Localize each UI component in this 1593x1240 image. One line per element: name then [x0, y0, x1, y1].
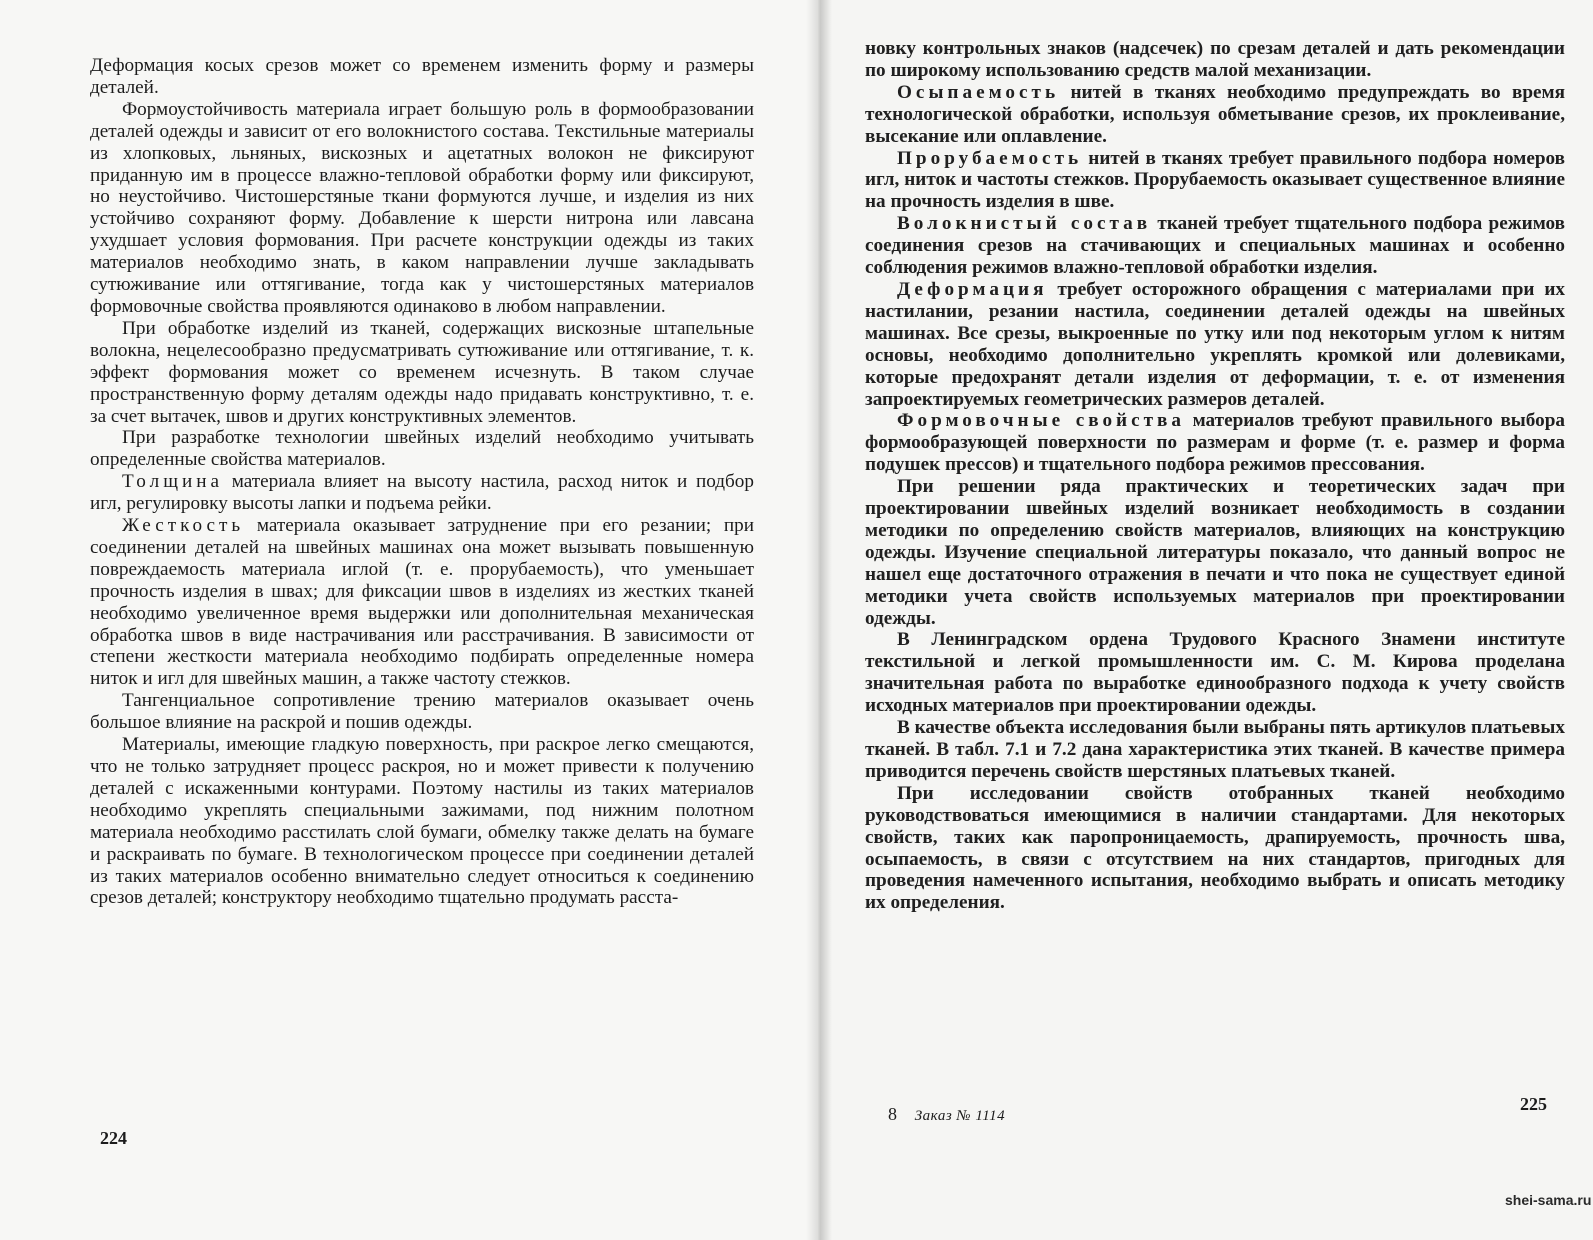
paragraph [865, 717, 1565, 783]
spaced-term: Жесткость [122, 515, 245, 537]
paragraph-text: нитей в тканях требует правильного подбора номеров игл, ниток и частоты стежков. Прорубаемость оказывает существенное влияние на прочность изделия в шве. [865, 147, 1565, 213]
paragraph [865, 38, 1565, 82]
paragraph-text: Формоустойчивость материала играет большую роль в формообразовании деталей одежды и зависит от его волокнистого состава. Текстильные материалы из хлопковых, льняных, вискозных и ацетатных волокон не фиксируют приданную им в процессе влажно-тепловой обработки форму или фиксируют, но неустойчиво. Чистошерстяные ткани формуются лучше, и изделия из них устойчиво сохраняют форму. Добавление к шерсти нитрона или лавсана ухудшает условия формования. При расчете конструкции одежды из таких материалов необходимо знать, в каком направлении лучше закладывать сутюживание или оттягивание, тогда как у чистошерстяных материалов формовочные свойства проявляются одинаково в любом направлении. [90, 98, 754, 317]
paragraph [865, 213, 1565, 279]
paragraph-text: материалов требуют правильного выбора формообразующей поверхности по размерам и форме (т. е. размер и форма подушек прессов) и тщательного подбора режимов прессования. [865, 410, 1565, 476]
paragraph [90, 318, 754, 428]
spaced-term: Деформация [897, 278, 1048, 300]
paragraph [90, 471, 754, 515]
paragraph-text: При обработке изделий из тканей, содержащих вискозные штапельные волокна, нецелесообразно предусматривать сутюживание или оттягивание, т. к. эффект формования может со временем исчезнуть. В таком случае пространственную форму деталям одежды надо придавать конструктивно, т. е. за счет вытачек, швов и других конструктивных элементов. [90, 317, 754, 427]
paragraph [865, 476, 1565, 629]
paragraph-text: В качестве объекта исследования были выбраны пять артикулов платьевых тканей. В табл. 7.1 и 7.2 дана характеристика этих тканей. В качестве примера приводится перечень свойств шерстяных платьевых тканей. [865, 717, 1565, 782]
paragraph [865, 783, 1565, 914]
paragraph-text: При исследовании свойств отобранных тканей необходимо руководствоваться имеющимися в наличии стандартами. Для некоторых свойств, таких как паропроницаемость, драпируемость, прочность шва, осыпаемость, в связи с отсутствием на них стандартов, пригодных для проведения намеченного испытания, необходимо выбрать и описать методику их определения. [865, 782, 1565, 914]
paragraph-text: материала оказывает затруднение при его резании; при соединении деталей на швейных машинах она может вызывать повышенную повреждаемость материала иглой (т. е. прорубаемость), что уменьшает прочность изделия в швах; для фиксации швов в изделиях из жестких тканей необходимо увеличенное время выдержки или дополнительная механическая обработка швов в виде настрачивания или расстрачивания. В зависимости от степени жесткости материала необходимо подбирать определенные номера ниток и игл для швейных машин, а также частоту стежков. [90, 515, 754, 690]
book-gutter [806, 0, 832, 1240]
paragraph-text: новку контрольных знаков (надсечек) по срезам деталей и дать рекомендации по широкому использованию средств малой механизации. [865, 38, 1565, 81]
paragraph-text: материала влияет на высоту настила, расход ниток и подбор игл, регулировку высоты лапки и подъема рейки. [90, 471, 754, 515]
paragraph [865, 148, 1565, 214]
site-watermark: shei-sama.ru [1505, 1192, 1592, 1208]
paragraph-text: В Ленинградском ордена Трудового Красного Знамени институте текстильной и легкой промышленности им. С. М. Кирова проделана значительная работа по выработке единообразного подхода к учету свойств исходных материалов при проектировании одежды. [865, 629, 1565, 717]
order-note: Заказ № 1114 [914, 1108, 1006, 1124]
right-page-number: 225 [1520, 1094, 1547, 1114]
paragraph-text: тканей требует тщательного подбора режимов соединения срезов на стачивающих и специальных машинах и особенно соблюдения режимов влажно-тепловой обработки изделия. [865, 213, 1565, 279]
spaced-term: Толщина [122, 471, 224, 493]
paragraph [865, 629, 1565, 717]
right-page-text [865, 38, 1565, 914]
paragraph-text: Тангенциальное сопротивление трению материалов оказывает очень большое влияние на раскрой и пошив одежды. [90, 690, 754, 734]
paragraph-text: требует осторожного обращения с материалами при их настилании, резании настила, соединении деталей одежды на швейных машинах. Все срезы, выкроенные по утку или под некоторым углом к нитям основы, необходимо дополнительно укреплять кромкой или долевиками, которые предохранят детали изделия от деформации, т. е. от изменения запроектируемых геометрических размеров деталей. [865, 278, 1565, 410]
paragraph-text: При разработке технологии швейных изделий необходимо учитывать определенные свойства материалов. [90, 427, 754, 471]
paragraph-text: Деформация косых срезов может со временем изменить форму и размеры деталей. [90, 55, 754, 98]
signature-footer [888, 1104, 1005, 1125]
paragraph [865, 82, 1565, 148]
paragraph [90, 427, 754, 471]
paragraph [865, 279, 1565, 410]
signature-mark: 8 [888, 1104, 897, 1124]
paragraph [90, 734, 754, 909]
paragraph-text: нитей в тканях необходимо предупреждать во время технологической обработки, используя обметывание срезов, их проклеивание, высекание или оплавление. [865, 81, 1565, 147]
spaced-term: Осыпаемость [897, 81, 1060, 103]
paragraph [90, 515, 754, 690]
spaced-term: Волокнистый состав [897, 213, 1152, 235]
paragraph [90, 690, 754, 734]
spaced-term: Формовочные свойства [897, 410, 1185, 432]
paragraph-text: Материалы, имеющие гладкую поверхность, при раскрое легко смещаются, что не только затрудняет процесс раскроя, но и может привести к получению деталей с искаженными контурами. Поэтому настилы из таких материалов необходимо укреплять специальными зажимами, под нижним полотном материала необходимо расстилать слой бумаги, обмелку также делать на бумаге и раскраивать по бумаге. В технологическом процессе при соединении деталей из таких материалов особенно внимательно следует относиться к соединению срезов деталей; конструктору необходимо тщательно продумать расста- [90, 734, 754, 909]
paragraph [90, 99, 754, 318]
paragraph-text: При решении ряда практических и теоретических задач при проектировании швейных изделий возникает необходимость в создании методики по определению свойств материалов, влияющих на конструкцию одежды. Изучение специальной литературы показало, что данный вопрос не нашел еще достаточного отражения в печати и что пока не существует единой методики учета свойств используемых материалов при проектировании одежды. [865, 476, 1565, 629]
left-page-text [90, 55, 754, 909]
spaced-term: Прорубаемость [897, 147, 1083, 169]
left-page-number: 224 [100, 1128, 127, 1148]
paragraph [90, 55, 754, 99]
paragraph [865, 410, 1565, 476]
right-page [818, 0, 1593, 1240]
